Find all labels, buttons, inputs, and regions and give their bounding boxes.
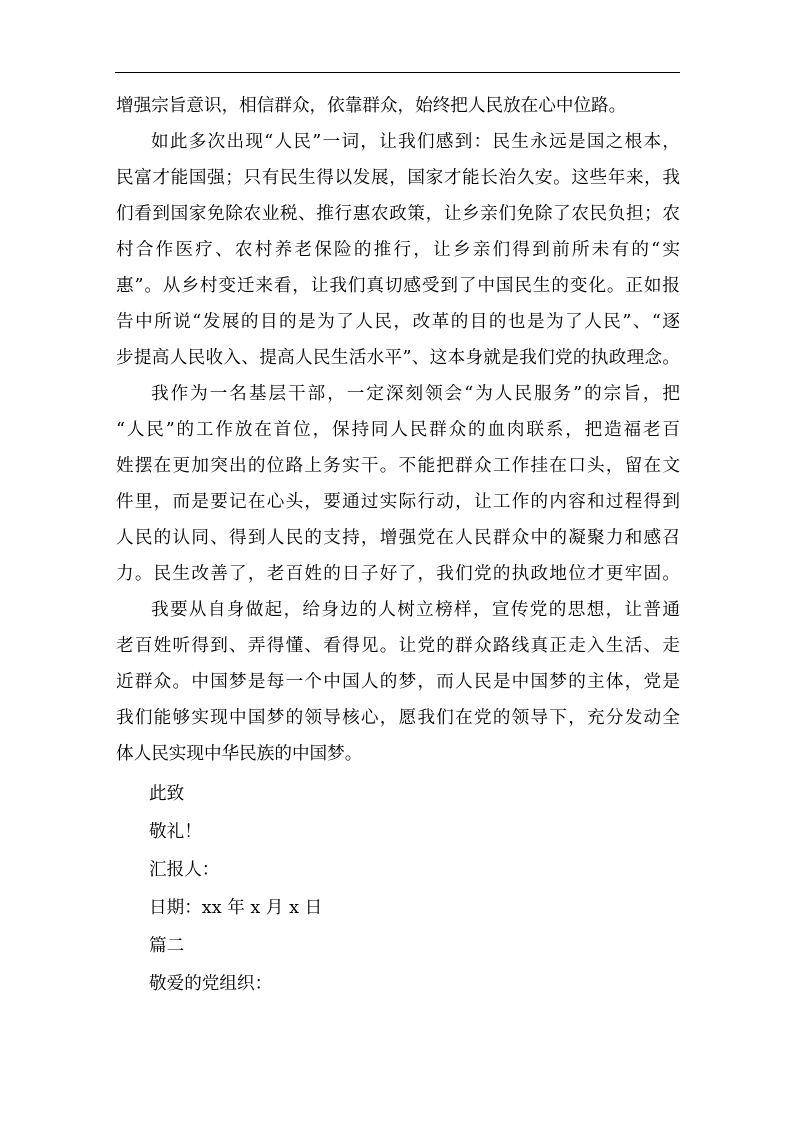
paragraph-grassroots-cadre — [116, 376, 680, 592]
text-line: 体人民实现中华民族的中国梦。 — [116, 744, 363, 764]
paragraph-continuation — [116, 88, 680, 124]
section-heading: 篇二 — [149, 936, 185, 956]
text-line: 人民的认同、得到人民的支持，增强党在人民群众中的凝聚力和感召 — [116, 528, 680, 548]
header-rule — [115, 72, 680, 73]
text-line: 我们能够实现中国梦的领导核心，愿我们在党的领导下，充分发动全 — [116, 708, 680, 728]
report-date: 日期：xx 年 x 月 x 日 — [149, 898, 323, 918]
text-line: 件里，而是要记在心头，要通过实际行动，让工作的内容和过程得到 — [116, 492, 680, 512]
text-line: 我要从自身做起，给身边的人树立榜样，宣传党的思想，让普通 — [151, 600, 680, 620]
text-line: 力。民生改善了，老百姓的日子好了，我们党的执政地位才更牢固。 — [116, 564, 680, 584]
text-line: “人民”的工作放在首位，保持同人民群众的血肉联系，把造福老百 — [116, 420, 680, 440]
text-line: 民富才能国强；只有民生得以发展，国家才能长治久安。这些年来，我 — [116, 168, 680, 188]
text-line: 告中所说“发展的目的是为了人民，改革的目的也是为了人民”、“逐 — [116, 312, 680, 332]
document-body — [116, 88, 680, 1004]
text-line: 们看到国家免除农业税、推行惠农政策，让乡亲们免除了农民负担；农 — [116, 204, 680, 224]
letter-greeting: 敬爱的党组织： — [149, 974, 273, 994]
text-line: 我作为一名基层干部，一定深刻领会“为人民服务”的宗旨，把 — [151, 384, 680, 404]
text-line: 村合作医疗、农村养老保险的推行，让乡亲们得到前所未有的“实 — [116, 240, 680, 260]
text-line: 步提高人民收入、提高人民生活水平”、这本身就是我们党的执政理念。 — [116, 348, 680, 368]
text-line: 如此多次出现“人民”一词，让我们感到：民生永远是国之根本， — [151, 132, 680, 152]
reporter-label: 汇报人： — [149, 860, 220, 880]
closing-salutation: 此致 — [149, 784, 185, 804]
text-line: 惠”。从乡村变迁来看，让我们真切感受到了中国民生的变化。正如报 — [116, 276, 680, 296]
closing-regards: 敬礼！ — [149, 822, 202, 842]
paragraph-people-livelihood — [116, 124, 680, 376]
text-line: 增强宗旨意识，相信群众，依靠群众，始终把人民放在心中位路。 — [116, 96, 627, 116]
text-line: 老百姓听得到、弄得懂、看得见。让党的群众路线真正走入生活、走 — [116, 636, 680, 656]
paragraph-chinese-dream — [116, 592, 680, 772]
text-line: 姓摆在更加突出的位路上务实干。不能把群众工作挂在口头，留在文 — [116, 456, 680, 476]
text-line: 近群众。中国梦是每一个中国人的梦，而人民是中国梦的主体，党是 — [116, 672, 680, 692]
